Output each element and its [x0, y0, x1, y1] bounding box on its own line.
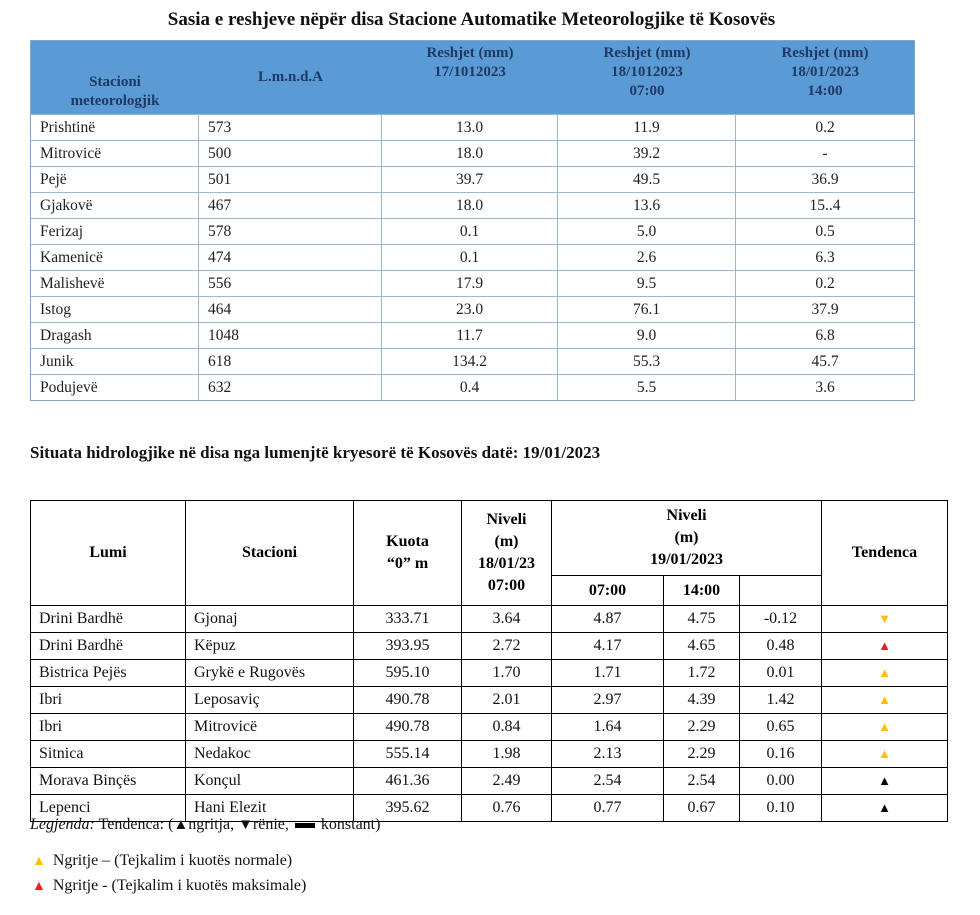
- trend-up-icon: ▲: [32, 879, 46, 894]
- diff-cell: -0.12: [740, 606, 822, 633]
- niveli-19-1400-cell: 2.54: [664, 768, 740, 795]
- station-cell: Gjonaj: [186, 606, 354, 633]
- reshjet-18-1400-cell: 45.7: [736, 348, 914, 374]
- reshjet-18-1400-cell: 36.9: [736, 166, 914, 192]
- table-row: [31, 114, 914, 140]
- niveli-18-cell: 0.76: [462, 795, 552, 822]
- niveli-19-1400-cell: 0.67: [664, 795, 740, 822]
- diff-cell: 0.65: [740, 714, 822, 741]
- header-line: 17/1012023: [434, 64, 506, 80]
- table-row: [31, 166, 914, 192]
- column-header-station: [31, 41, 199, 114]
- subcolumn-header-1400: 14:00: [664, 576, 740, 606]
- lmnda-cell: 632: [199, 374, 382, 400]
- trend-cell: [822, 660, 948, 687]
- reshjet-18-0700-cell: 13.6: [558, 192, 736, 218]
- header-line: 18/1012023: [611, 64, 683, 80]
- trend-down-icon: ▼: [238, 817, 253, 833]
- diff-cell: 0.10: [740, 795, 822, 822]
- table-row: [31, 768, 948, 795]
- column-header-reshjet-17: [382, 41, 558, 114]
- niveli-18-cell: 2.72: [462, 633, 552, 660]
- reshjet-17-cell: 11.7: [382, 322, 558, 348]
- river-cell: Drini Bardhë: [31, 633, 186, 660]
- reshjet-17-cell: 0.4: [382, 374, 558, 400]
- reshjet-18-0700-cell: 55.3: [558, 348, 736, 374]
- lmnda-cell: 578: [199, 218, 382, 244]
- header-line: Kuota: [386, 533, 429, 550]
- river-cell: Ibri: [31, 714, 186, 741]
- table-row: [31, 687, 948, 714]
- diff-cell: 1.42: [740, 687, 822, 714]
- hydrology-table: [30, 500, 948, 822]
- lmnda-cell: 618: [199, 348, 382, 374]
- niveli-19-1400-cell: 1.72: [664, 660, 740, 687]
- lmnda-cell: 500: [199, 140, 382, 166]
- niveli-18-cell: 1.98: [462, 741, 552, 768]
- station-cell: Mitrovicë: [31, 140, 199, 166]
- legend-down-text: rënie,: [252, 816, 289, 833]
- column-header-tendenca: Tendenca: [822, 501, 948, 606]
- lmnda-cell: 556: [199, 270, 382, 296]
- lmnda-cell: 1048: [199, 322, 382, 348]
- precipitation-header-row: [31, 41, 914, 114]
- niveli-19-0700-cell: 1.64: [552, 714, 664, 741]
- station-cell: Mitrovicë: [186, 714, 354, 741]
- legend-label: Legjenda:: [30, 816, 95, 833]
- reshjet-18-0700-cell: 49.5: [558, 166, 736, 192]
- header-line: L.m.n.d.A: [257, 69, 324, 85]
- precipitation-table: [30, 40, 915, 401]
- legend-item-text: Ngritje – (Tejkalim i kuotës normale): [52, 852, 293, 869]
- station-cell: Istog: [31, 296, 199, 322]
- table-row: [31, 192, 914, 218]
- reshjet-18-0700-cell: 76.1: [558, 296, 736, 322]
- lmnda-cell: 464: [199, 296, 382, 322]
- lmnda-cell: 467: [199, 192, 382, 218]
- trend-up-icon: ▲: [878, 692, 891, 707]
- trend-cell: [822, 714, 948, 741]
- niveli-19-0700-cell: 2.13: [552, 741, 664, 768]
- table-row: [31, 140, 914, 166]
- column-header-stacioni: Stacioni: [186, 501, 354, 606]
- reshjet-17-cell: 18.0: [382, 140, 558, 166]
- trend-up-icon: ▲: [878, 719, 891, 734]
- legend-konstant-text: konstant): [320, 816, 381, 833]
- header-line: 19/01/2023: [650, 551, 723, 568]
- station-cell: Gjakovë: [31, 192, 199, 218]
- table-row: [31, 714, 948, 741]
- river-cell: Bistrica Pejës: [31, 660, 186, 687]
- station-cell: Dragash: [31, 322, 199, 348]
- table-row: [31, 660, 948, 687]
- trend-cell: [822, 606, 948, 633]
- reshjet-18-1400-cell: 37.9: [736, 296, 914, 322]
- reshjet-18-1400-cell: -: [736, 140, 914, 166]
- niveli-19-0700-cell: 2.97: [552, 687, 664, 714]
- reshjet-18-0700-cell: 9.0: [558, 322, 736, 348]
- header-line: 18/01/23: [478, 555, 535, 572]
- header-line: (m): [494, 533, 519, 550]
- station-cell: Ferizaj: [31, 218, 199, 244]
- trend-cell: [822, 795, 948, 822]
- kuota-cell: 393.95: [354, 633, 462, 660]
- station-cell: Hani Elezit: [186, 795, 354, 822]
- niveli-19-1400-cell: 2.29: [664, 714, 740, 741]
- kuota-cell: 490.78: [354, 687, 462, 714]
- trend-up-icon: ▲: [32, 854, 46, 869]
- header-line: 14:00: [807, 83, 843, 99]
- trend-down-icon: ▼: [878, 611, 891, 626]
- kuota-cell: 595.10: [354, 660, 462, 687]
- diff-cell: 0.00: [740, 768, 822, 795]
- reshjet-17-cell: 18.0: [382, 192, 558, 218]
- table-row: [31, 322, 914, 348]
- river-cell: Drini Bardhë: [31, 606, 186, 633]
- column-header-lumi: Lumi: [31, 501, 186, 606]
- reshjet-18-1400-cell: 0.2: [736, 114, 914, 140]
- station-cell: Kamenicë: [31, 244, 199, 270]
- niveli-18-cell: 1.70: [462, 660, 552, 687]
- reshjet-18-1400-cell: 0.5: [736, 218, 914, 244]
- niveli-19-0700-cell: 0.77: [552, 795, 664, 822]
- header-line: Stacioni: [89, 74, 141, 90]
- reshjet-18-1400-cell: 0.2: [736, 270, 914, 296]
- lmnda-cell: 501: [199, 166, 382, 192]
- trend-cell: [822, 687, 948, 714]
- legend-item-normal: [32, 852, 292, 870]
- subcolumn-header-0700: 07:00: [552, 576, 664, 606]
- reshjet-17-cell: 13.0: [382, 114, 558, 140]
- reshjet-18-0700-cell: 11.9: [558, 114, 736, 140]
- niveli-19-0700-cell: 1.71: [552, 660, 664, 687]
- station-cell: Junik: [31, 348, 199, 374]
- trend-up-icon: ▲: [173, 817, 189, 833]
- niveli-18-cell: 2.01: [462, 687, 552, 714]
- trend-up-icon: ▲: [878, 800, 891, 815]
- station-cell: Leposaviç: [186, 687, 354, 714]
- trend-up-icon: ▲: [878, 665, 891, 680]
- station-cell: Prishtinë: [31, 114, 199, 140]
- reshjet-18-1400-cell: 6.3: [736, 244, 914, 270]
- kuota-cell: 555.14: [354, 741, 462, 768]
- station-cell: Këpuz: [186, 633, 354, 660]
- river-cell: Sitnica: [31, 741, 186, 768]
- column-header-lmnda: [199, 41, 382, 114]
- reshjet-17-cell: 39.7: [382, 166, 558, 192]
- column-header-niveli-19: [552, 501, 822, 576]
- legend-item-text: Ngritje - (Tejkalim i kuotës maksimale): [52, 877, 307, 894]
- header-line: Reshjet (mm): [603, 45, 691, 61]
- legend-line: [30, 816, 380, 834]
- station-cell: Pejë: [31, 166, 199, 192]
- reshjet-18-0700-cell: 9.5: [558, 270, 736, 296]
- header-line: Niveli: [486, 511, 527, 528]
- table-row: [31, 348, 914, 374]
- table-row: [31, 296, 914, 322]
- niveli-19-0700-cell: 2.54: [552, 768, 664, 795]
- hydrology-title: Situata hidrologjike në disa nga lumenjtë kryesorë të Kosovës datë: 19/01/2023: [30, 443, 601, 462]
- table-row: [31, 633, 948, 660]
- reshjet-18-1400-cell: 15..4: [736, 192, 914, 218]
- legend-up-text: ngritja,: [188, 816, 235, 833]
- kuota-cell: 333.71: [354, 606, 462, 633]
- kuota-cell: 395.62: [354, 795, 462, 822]
- legend-item-max: [32, 877, 306, 895]
- column-header-reshjet-18-1400: [736, 41, 914, 114]
- trend-cell: [822, 633, 948, 660]
- header-line: 07:00: [629, 83, 665, 99]
- lmnda-cell: 573: [199, 114, 382, 140]
- table-row: [31, 270, 914, 296]
- niveli-19-1400-cell: 4.65: [664, 633, 740, 660]
- trend-up-icon: ▲: [878, 638, 891, 653]
- reshjet-18-1400-cell: 6.8: [736, 322, 914, 348]
- trend-up-icon: ▲: [878, 746, 891, 761]
- diff-cell: 0.16: [740, 741, 822, 768]
- kuota-cell: 490.78: [354, 714, 462, 741]
- column-header-niveli-18: [462, 501, 552, 606]
- niveli-18-cell: 3.64: [462, 606, 552, 633]
- column-header-reshjet-18-0700: [558, 41, 736, 114]
- subcolumn-header-diff: [740, 576, 822, 606]
- table-row: [31, 741, 948, 768]
- river-cell: Lepenci: [31, 795, 186, 822]
- station-cell: Grykë e Rugovës: [186, 660, 354, 687]
- constant-bar-icon: [295, 823, 315, 828]
- niveli-19-1400-cell: 4.75: [664, 606, 740, 633]
- trend-cell: [822, 741, 948, 768]
- niveli-19-1400-cell: 4.39: [664, 687, 740, 714]
- niveli-19-0700-cell: 4.87: [552, 606, 664, 633]
- trend-cell: [822, 768, 948, 795]
- column-header-kuota: [354, 501, 462, 606]
- reshjet-18-0700-cell: 5.0: [558, 218, 736, 244]
- reshjet-17-cell: 0.1: [382, 244, 558, 270]
- reshjet-18-0700-cell: 39.2: [558, 140, 736, 166]
- reshjet-17-cell: 0.1: [382, 218, 558, 244]
- table-row: [31, 374, 914, 400]
- niveli-18-cell: 2.49: [462, 768, 552, 795]
- table-row: [31, 244, 914, 270]
- trend-up-icon: ▲: [878, 773, 891, 788]
- header-line: meteorologjik: [70, 93, 160, 109]
- kuota-cell: 461.36: [354, 768, 462, 795]
- station-cell: Malishevë: [31, 270, 199, 296]
- reshjet-17-cell: 134.2: [382, 348, 558, 374]
- table-row: [31, 606, 948, 633]
- precipitation-title: Sasia e reshjeve nëpër disa Stacione Automatike Meteorologjike të Kosovës: [167, 9, 776, 30]
- station-cell: Konçul: [186, 768, 354, 795]
- niveli-19-1400-cell: 2.29: [664, 741, 740, 768]
- reshjet-18-0700-cell: 5.5: [558, 374, 736, 400]
- lmnda-cell: 474: [199, 244, 382, 270]
- header-line: (m): [674, 529, 699, 546]
- header-line: Reshjet (mm): [781, 45, 869, 61]
- hydrology-header-row: [31, 501, 948, 576]
- station-cell: Nedakoc: [186, 741, 354, 768]
- reshjet-18-1400-cell: 3.6: [736, 374, 914, 400]
- niveli-19-0700-cell: 4.17: [552, 633, 664, 660]
- reshjet-17-cell: 23.0: [382, 296, 558, 322]
- river-cell: Ibri: [31, 687, 186, 714]
- header-line: Reshjet (mm): [426, 45, 514, 61]
- niveli-18-cell: 0.84: [462, 714, 552, 741]
- header-line: “0” m: [386, 555, 429, 572]
- diff-cell: 0.01: [740, 660, 822, 687]
- reshjet-18-0700-cell: 2.6: [558, 244, 736, 270]
- table-row: [31, 218, 914, 244]
- header-line: Niveli: [666, 507, 707, 524]
- station-cell: Podujevë: [31, 374, 199, 400]
- legend-tendenca-prefix: Tendenca: (: [98, 816, 174, 833]
- header-line: 18/01/2023: [790, 64, 860, 80]
- river-cell: Morava Binçës: [31, 768, 186, 795]
- header-line: 07:00: [487, 577, 526, 594]
- diff-cell: 0.48: [740, 633, 822, 660]
- reshjet-17-cell: 17.9: [382, 270, 558, 296]
